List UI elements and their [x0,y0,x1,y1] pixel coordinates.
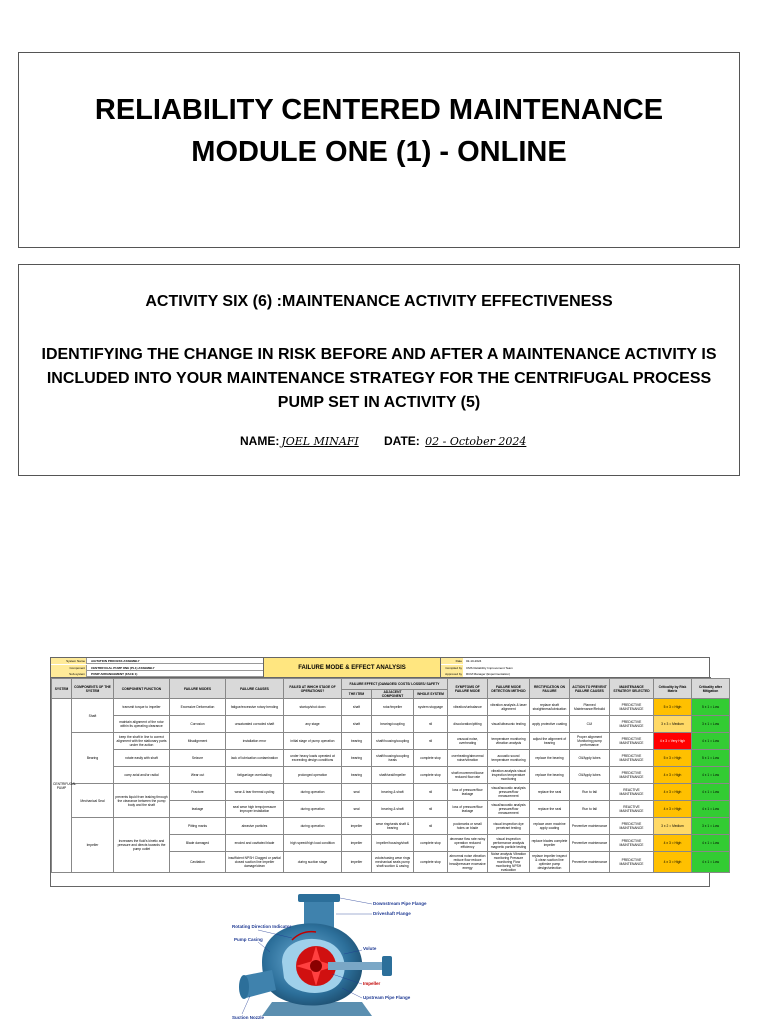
table-cell: loss of pressure/flow leakage [448,801,488,818]
table-cell: replace the bearing [530,767,570,784]
table-cell: replace shaft straightness/lubrication [530,699,570,716]
risk-before-cell: 4 x 3 = High [654,852,692,873]
fmea-subcolumn-header: THE ITEM [342,690,372,699]
component-cell: Mechanical Seal [72,784,114,818]
table-cell: shaft/housing/coupling [372,733,414,750]
table-cell: REACTIVE MAINTENANCE [610,801,654,818]
fmea-column-header: SYSTEM [52,679,72,699]
risk-before-cell: 4 x 3 = High [654,801,692,818]
table-cell: shaft/seal/impeller [372,767,414,784]
table-row [52,699,730,716]
table-cell: nil [414,818,448,835]
table-cell: complete stop [414,852,448,873]
table-cell: PREDICTIVE MAINTENANCE [610,716,654,733]
table-cell: volute/casing wear rings mechanical seals pump shaft suction & casing [372,852,414,873]
date-field [384,434,526,448]
table-cell: acoustic sound temperature monitoring [488,750,530,767]
table-row [52,818,730,835]
table-cell: impeller [342,852,372,873]
table-cell: Blade damaged [170,835,226,852]
fmea-meta-key: Date [441,658,463,664]
table-cell: any stage [284,716,342,733]
table-cell: fatigue/excessive rotary bending [226,699,284,716]
table-cell: visual/acoustic analysis pressure/flow measurement [488,784,530,801]
table-cell: replace impeller inspect & clean suction line optimize pump design/selection [530,852,570,873]
table-cell: PREDICTIVE MAINTENANCE [610,733,654,750]
table-cell: Run to fail [570,801,610,818]
table-cell: wear & tear thermal cycling [226,784,284,801]
fmea-column-header: COMPONENTS OF THE SYSTEM [72,679,114,699]
table-cell: fatigue/age overloading [226,767,284,784]
table-cell: loss of pressure/flow leakage [448,784,488,801]
fmea-meta-key: Approved by [441,671,463,677]
function-cell: rotate easily with shaft [114,750,170,767]
table-cell: leakage [170,801,226,818]
table-cell: seal [342,801,372,818]
table-cell: Cavitation [170,852,226,873]
table-cell: pockmarks or small holes on blade [448,818,488,835]
function-cell: carry axial and/or radial [114,767,170,784]
table-cell: PREDICTIVE MAINTENANCE [610,750,654,767]
table-cell: CUI [570,716,610,733]
fmea-column-header: SYMPTOMS OF FAILURE MODE [448,679,488,699]
table-cell: shaft movement/loose reduced flow rate [448,767,488,784]
table-cell: bearing [342,750,372,767]
fmea-band-title: FAILURE MODE & EFFECT ANALYSIS [263,658,441,678]
fmea-meta-key: Compiled by [441,665,463,671]
table-cell: initial stage of pump operation [284,733,342,750]
table-cell: during operation [284,784,342,801]
table-cell: complete stop [414,767,448,784]
table-cell: replace blades complete impeller [530,835,570,852]
table-cell: replace the bearing [530,750,570,767]
table-cell: decrease flow rate noisy operation reduced efficiency [448,835,488,852]
table-cell: during operation [284,818,342,835]
table-cell: vibration/unbalance [448,699,488,716]
table-cell: PREDICTIVE MAINTENANCE [610,699,654,716]
risk-after-cell: 4 x 1 = Low [692,767,730,784]
risk-before-cell: 4 x 3 = High [654,784,692,801]
table-cell: impeller [342,835,372,852]
table-cell: visual inspection dye penetrant testing [488,818,530,835]
risk-before-cell: 3 x 2 = Medium [654,818,692,835]
table-cell: lack of lubrication contamination [226,750,284,767]
table-row [52,767,730,784]
label-pump-casing: Pump Casing [234,937,263,942]
risk-before-cell: 4 x 3 = High [654,835,692,852]
fmea-table [50,657,723,887]
fmea-right-meta [441,658,711,678]
risk-after-cell: 4 x 1 = Low [692,733,730,750]
risk-before-cell: 4 x 3 = Very High [654,733,692,750]
discharge-flange-shape [298,894,340,902]
table-row [52,716,730,733]
table-cell: shaft/housing/coupling /seals [372,750,414,767]
risk-after-cell: 4 x 1 = Low [692,801,730,818]
fmea-meta-key: System Name [51,658,87,664]
table-cell: nil [414,784,448,801]
name-field [240,434,359,448]
table-cell: replace the seal [530,801,570,818]
table-cell: Oil/Apply lubes [570,750,610,767]
table-cell: bearing [342,767,372,784]
table-cell: seal [342,784,372,801]
table-cell: discoloration/pitting [448,716,488,733]
pump-illustration [232,892,427,1022]
table-cell: visual/acoustic analysis pressure/flow measurement [488,801,530,818]
table-cell: complete stop [414,750,448,767]
fmea-left-meta [51,658,263,678]
table-cell: during operation [284,801,342,818]
table-cell: replace worn machine apply coating [530,818,570,835]
title-line-2: MODULE ONE (1) - ONLINE [191,136,567,168]
table-cell: Oil/Apply lubes [570,767,610,784]
label-driveshaft-flange: Driveshaft Flange [373,911,411,916]
function-cell: prevents liquid from leaking through the clearance between the pump body and the shaft [114,784,170,818]
fmea-meta-row [51,658,263,664]
table-cell: bearing & shaft [372,784,414,801]
table-cell: unsaturated corroded shaft [226,716,284,733]
table-cell: Fracture [170,784,226,801]
table-cell: wear ring/seals shaft & bearing [372,818,414,835]
label-downstream-flange: Downstream Pipe Flange [373,901,427,906]
table-cell: temperature monitoring vibration analysis [488,733,530,750]
system-cell: CENTRIFUGAL PUMP [52,699,72,873]
component-cell: Impeller [72,818,114,873]
title-line-1: RELIABILITY CENTERED MAINTENANCE [94,94,664,126]
fmea-column-header: FAILURE MODE DETECTION METHOD [488,679,530,699]
table-cell: bearing & shaft [372,801,414,818]
table-cell: visual inspection performance analysis magnetic particle testing [488,835,530,852]
table-cell: Excessive Deformation [170,699,226,716]
table-cell: overheating/abnormal noise/vibration [448,750,488,767]
name-label: NAME: [240,434,280,448]
table-cell: visual/ultrasonic testing [488,716,530,733]
title-box [18,52,740,248]
table-cell: PREDICTIVE MAINTENANCE [610,852,654,873]
impeller-hub-shape [310,960,322,972]
activity-description: IDENTIFYING THE CHANGE IN RISK BEFORE AND AFTER A MAINTENANCE ACTIVITY IS INCLUDED INTO YOUR MAINTENANCE STRATEGY FOR THE CENTRIFUGAL PROCESS PUMP SET IN ACTIVITY (5) [41,346,717,411]
fmea-column-header: Criticality by Risk Matrix [654,679,692,699]
table-cell: Preventive maintenance [570,835,610,852]
risk-before-cell: 5 x 3 = High [654,750,692,767]
table-cell: bearing [342,733,372,750]
upstream-flange-shape [239,975,249,999]
fmea-meta-row [51,671,263,677]
table-cell: Planned Maintenance/Rebuild [570,699,610,716]
risk-after-cell: 3 x 1 = Low [692,716,730,733]
label-volute: Volute [363,946,377,951]
label-impeller: Impeller [363,981,381,986]
table-cell: PREDICTIVE MAINTENANCE [610,835,654,852]
table-cell: apply protective coating [530,716,570,733]
risk-after-cell: 4 x 1 = Low [692,784,730,801]
label-rotation-indicator: Rotating Direction Indicator [232,924,292,929]
fmea-meta-key: Component [51,665,87,671]
table-cell: installation error [226,733,284,750]
risk-after-cell: 3 x 1 = Low [692,818,730,835]
risk-after-cell: 4 x 1 = Low [692,852,730,873]
table-cell: startup/shut down [284,699,342,716]
risk-after-cell: 5 x 1 = Low [692,699,730,716]
fmea-subcolumn-header: ADJACENT COMPONENT [372,690,414,699]
function-cell: keep the shaft in line to correct alignment with the stationary parts under the action [114,733,170,750]
table-cell: Preventive maintenance [570,818,610,835]
fmea-column-header: COMPONENT FUNCTION [114,679,170,699]
risk-before-cell: 3 x 3 = Medium [654,716,692,733]
fmea-meta-row [441,671,531,677]
risk-after-cell: 4 x 1 = Low [692,835,730,852]
fmea-meta-value: RCM Manager (Experimentation) [466,672,511,677]
function-cell: transmit torque to impeller [114,699,170,716]
table-cell: abrasive particles [226,818,284,835]
table-cell: nil [414,716,448,733]
risk-before-cell: 4 x 3 = High [654,767,692,784]
table-cell: replace the seal [530,784,570,801]
function-cell: increases the fluid's kinetic and pressure and directs towards the pump outlet [114,818,170,873]
table-row [52,733,730,750]
fmea-meta-row [51,665,263,671]
table-cell: complete stop [414,835,448,852]
name-value: JOEL MINAFI [281,435,359,448]
table-cell: seal wear high temp/pressure improper installation [226,801,284,818]
table-cell: adjust the alignment of bearing [530,733,570,750]
table-cell: high speed/high load condition [284,835,342,852]
table-cell: insufficient NPSH Clogged or partial closed suction line Impeller damage/clean [226,852,284,873]
fmea-meta-row [441,658,531,664]
risk-after-cell: 5 x 1 = Low [692,750,730,767]
fmea-column-header: MAINTENANCE STRATEGY SELECTED [610,679,654,699]
table-cell: prolonged operation [284,767,342,784]
fmea-meta-key: Sub-system [51,671,87,677]
driveshaft-flange-shape [382,956,392,976]
fmea-grid [51,678,730,873]
table-cell: Wear out [170,767,226,784]
table-cell: during suction stage [284,852,342,873]
fmea-meta-value: 02-10-2024 [466,659,482,663]
table-cell: vibration analysis visual inspection temperature monitoring [488,767,530,784]
shaft-shape [328,962,388,970]
activity-box [18,264,740,476]
fmea-column-header: RECTIFICATION ON FAILURE [530,679,570,699]
fmea-meta-value: AGITATION PROCESS ASSEMBLY [91,659,140,663]
table-cell: under heavy loads operated at exceeding design conditions [284,750,342,767]
label-suction-nozzle: Suction Nozzle [232,1015,265,1020]
table-cell: eroded and cavitated blade [226,835,284,852]
activity-heading: ACTIVITY SIX (6) :MAINTENANCE ACTIVITY EFFECTIVENESS [145,293,613,310]
table-cell: Preventive maintenance [570,852,610,873]
table-cell: bearing/coupling [372,716,414,733]
table-cell: Seizure [170,750,226,767]
table-cell: Misalignment [170,733,226,750]
fmea-meta-value: CENTRIFUGAL PUMP ONE (PL1) ASSEMBLY [91,665,155,670]
fmea-column-header: FAILURE CAUSES [226,679,284,699]
date-value: 02 - October 2024 [425,435,527,448]
fmea-subcolumn-header: WHOLE SYSTEM [414,690,448,699]
fmea-column-header: FAILED AT WHICH STAGE OF OPERATIONS? [284,679,342,699]
table-row [52,750,730,767]
fmea-column-header: ACTION TO PREVENT FAILURE CAUSES [570,679,610,699]
fmea-column-header: Criticality after Mitigation [692,679,730,699]
table-cell: Pitting marks [170,818,226,835]
fmea-meta-value: PUMP ARRANGEMENT (FACE 1) [91,672,138,677]
table-cell: unusual noise, overheating [448,733,488,750]
fmea-column-header: FAILURE EFFECT (DAMAGES/ COSTS/ LOSSES/ SAFETY [342,679,448,690]
table-cell: nil [414,801,448,818]
fmea-meta-row [441,665,531,671]
table-cell: PREDICTIVE MAINTENANCE [610,767,654,784]
fmea-column-header: FAILURE MODES [170,679,226,699]
table-cell: abnormal noise vibration reduce flow reduce head/pressure excessive energy [448,852,488,873]
table-cell: impeller/housing/shaft [372,835,414,852]
fmea-meta-value: CMS Reliability Improvement Team [466,665,513,670]
table-cell: Noise analysis Vibration monitoring Pressure monitoring Flow monitoring NPSH evaluation [488,852,530,873]
component-cell: Shaft [72,699,114,733]
table-cell: Proper alignment Monitoring pump performance [570,733,610,750]
table-cell: REACTIVE MAINTENANCE [610,784,654,801]
table-cell: Corrosion [170,716,226,733]
function-cell: maintain alignment of the rotor within its operating clearance [114,716,170,733]
table-cell: Run to fail [570,784,610,801]
table-row [52,784,730,801]
date-label: DATE: [384,434,420,448]
label-upstream-flange: Upstream Pipe Flange [363,995,411,1000]
risk-before-cell: 5 x 3 = High [654,699,692,716]
table-cell: nil [414,733,448,750]
table-cell: rotor/impeller [372,699,414,716]
table-cell: shaft [342,716,372,733]
table-cell: vibration analysis & laser alignment [488,699,530,716]
document-title [19,89,739,173]
table-cell: system stoppage [414,699,448,716]
component-cell: Bearing [72,733,114,784]
table-cell: impeller [342,818,372,835]
table-cell: shaft [342,699,372,716]
table-cell: PREDICTIVE MAINTENANCE [610,818,654,835]
